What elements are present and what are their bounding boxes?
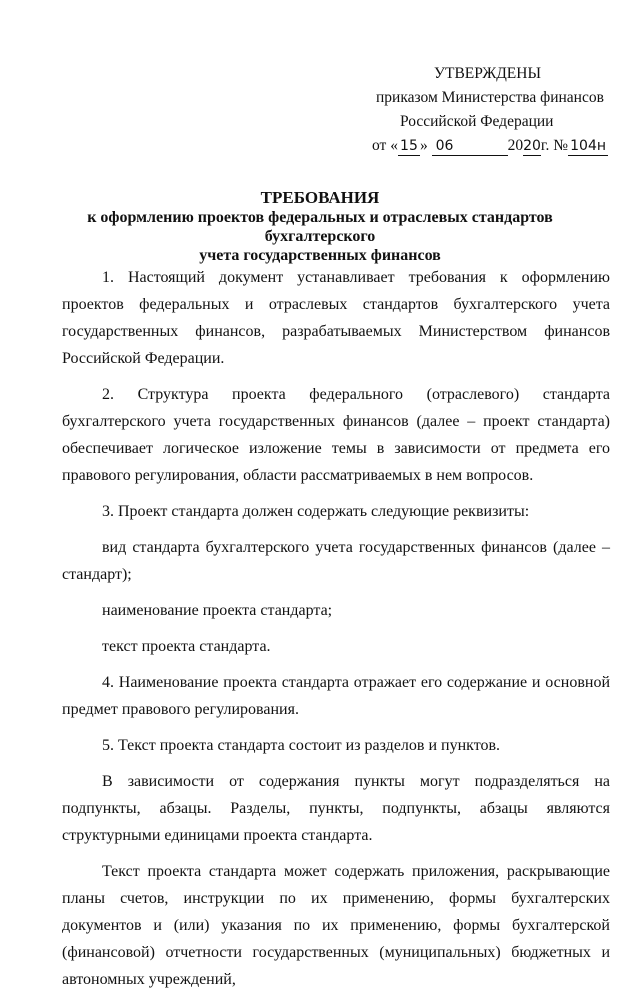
document-title: [30, 188, 610, 265]
date-mid: »: [419, 137, 428, 154]
requisite-item-type: вид стандарта бухгалтерского учета государственных финансов (далее – стандарт);: [62, 539, 610, 583]
paragraph-appendices: Текст проекта стандарта может содержать приложения, раскрывающие планы счетов, инструкции по их применению, формы бухгалтерских документов и (или) указания по их применению, формы бухгалтерской (финансовой) отчетности государственных (муниципальных) бюджетных и автономных учреждений,: [62, 863, 610, 988]
paragraph-1: 1. Настоящий документ устанавливает требования к оформлению проектов федеральных и отраслевых стандартов бухгалтерского учета государственных финансов, разрабатываемых Министерством финансов Российской Федерации.: [62, 269, 610, 367]
paragraph-structure: В зависимости от содержания пункты могут подразделяться на подпункты, абзацы. Разделы, пункты, подпункты, абзацы являются структурными единицами проекта стандарта.: [62, 773, 610, 844]
approval-stamp: [360, 62, 620, 158]
document-body: [62, 264, 610, 993]
approval-date-line: [360, 134, 620, 158]
requisite-item-name: наименование проекта стандарта;: [102, 602, 333, 619]
approval-line-federation: Российской Федерации: [400, 113, 554, 130]
paragraph-5: 5. Текст проекта стандарта состоит из разделов и пунктов.: [102, 737, 501, 754]
year-prefix: 20: [507, 137, 524, 154]
paragraph-2: 2. Структура проекта федерального (отраслевого) стандарта бухгалтерского учета государственных финансов (далее – проект стандарта) обеспечивает логическое изложение темы в зависимости от предмета его правового регулирования, области рассматриваемых в нем вопросов.: [62, 386, 610, 484]
title-line-2: учета государственных финансов: [199, 247, 441, 264]
handwritten-order-number: 104н: [568, 137, 608, 156]
approval-line-ministry: приказом Министерства финансов: [376, 89, 604, 106]
paragraph-3: 3. Проект стандарта должен содержать следующие реквизиты:: [102, 503, 530, 520]
title-main: ТРЕБОВАНИЯ: [260, 188, 380, 207]
approval-title: УТВЕРЖДЕНЫ: [434, 65, 541, 82]
handwritten-day: 15: [398, 137, 420, 156]
year-tail: г. №: [540, 137, 569, 154]
paragraph-4: 4. Наименование проекта стандарта отражает его содержание и основной предмет правового регулирования.: [62, 674, 610, 718]
date-prefix: от «: [372, 137, 398, 154]
requisite-item-text: текст проекта стандарта.: [102, 638, 271, 655]
handwritten-year: 20: [523, 138, 541, 154]
handwritten-month: 06: [432, 137, 508, 156]
title-line-1: к оформлению проектов федеральных и отраслевых стандартов бухгалтерского: [87, 209, 553, 245]
